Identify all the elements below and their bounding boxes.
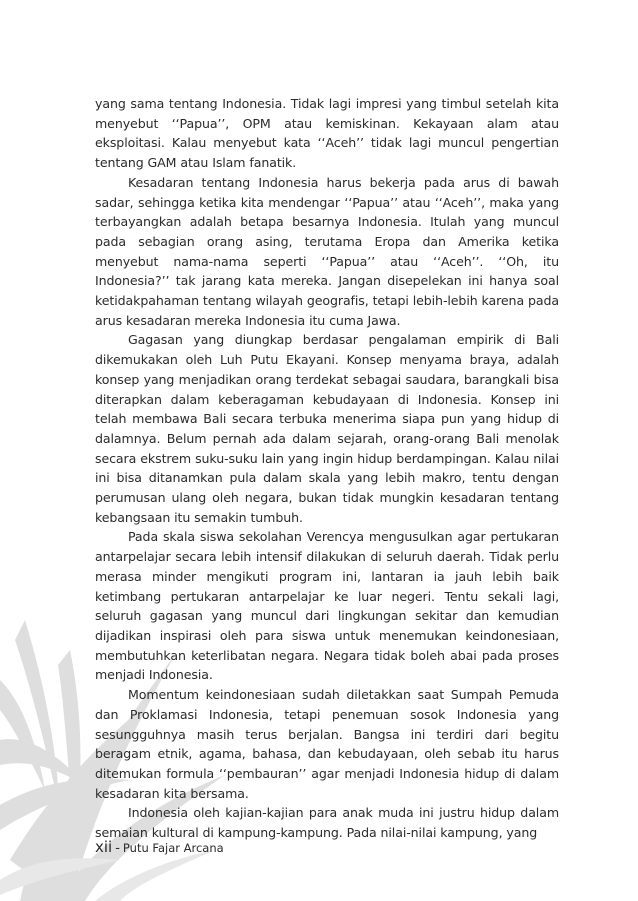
- footer-separator: -: [115, 841, 120, 856]
- page-number: xii: [95, 838, 113, 856]
- paragraph-4: Pada skala siswa sekolahan Verencya mengusulkan agar pertukaran antarpelajar secara lebih intensif dilakukan di seluruh daerah. Tidak perlu merasa minder mengikuti program ini, lantaran ia jauh lebih baik ketimbang pertukaran antarpelajar ke luar negeri. Tentu sekali lagi, seluruh gagasan yang muncul dari lingkungan sekitar dan kemudian dijadikan inspirasi oleh para siswa untuk menemukan keindonesiaan, membutuhkan keterlibatan negara. Negara tidak boleh abai pada proses menjadi Indonesia.: [95, 529, 559, 683]
- paragraph-6: Indonesia oleh kajian-kajian para anak muda ini justru hidup dalam semaian kultural di kampung-kampung. Pada nilai-nilai kampung, yang: [95, 805, 559, 841]
- paragraph-3: Gagasan yang diungkap berdasar pengalaman empirik di Bali dikemukakan oleh Luh Putu Ekayani. Konsep menyama braya, adalah konsep yang menjadikan orang terdekat sebagai saudara, barangkali bisa diterapkan dalam keberagaman kebudayaan di Indonesia. Konsep ini telah membawa Bali secara terbuka menerima siapa pun yang hidup di dalamnya. Belum pernah ada dalam sejarah, orang-orang Bali menolak secara ekstrem suku-suku lain yang ingin hidup berdampingan. Kalau nilai ini bisa ditanamkan pula dalam skala yang lebih makro, tentu dengan perumusan ulang oleh negara, bukan tidak mungkin kesadaran tentang kebangsaan itu semakin tumbuh.: [95, 332, 559, 525]
- footer-author: Putu Fajar Arcana: [122, 841, 224, 855]
- body-text: [95, 94, 559, 843]
- paragraph-1: yang sama tentang Indonesia. Tidak lagi impresi yang timbul setelah kita menyebut ‘‘Papua’’, OPM atau kemiskinan. Kekayaan alam atau eksploitasi. Kalau menyebut kata ‘‘Aceh’’ tidak lagi muncul pengertian tentang GAM atau Islam fanatik.: [95, 96, 559, 171]
- paragraph-2: Kesadaran tentang Indonesia harus bekerja pada arus di bawah sadar, sehingga ketika kita mendengar ‘‘Papua’’ atau ‘‘Aceh’’, maka yang terbayangkan adalah betapa besarnya Indonesia. Itulah yang muncul pada sebagian orang asing, terutama Eropa dan Amerika ketika menyebut nama-nama seperti ‘‘Papua’’ atau ‘‘Aceh’’. ‘‘Oh, itu Indonesia?’’ tak jarang kata mereka. Jangan disepelekan ini hanya soal ketidakpahaman tentang wilayah geografis, tetapi lebih-lebih karena pada arus kesadaran mereka Indonesia itu cuma Jawa.: [95, 174, 559, 328]
- paragraph-5: Momentum keindonesiaan sudah diletakkan saat Sumpah Pemuda dan Proklamasi Indonesia, tetapi penemuan sosok Indonesia yang sesungguhnya masih terus berjalan. Bangsa ini terdiri dari begitu beragam etnik, agama, bahasa, dan kebudayaan, oleh sebab itu harus ditemukan formula ‘‘pembauran’’ agar menjadi Indonesia hidup di dalam kesadaran kita bersama.: [95, 687, 559, 801]
- page-footer: [95, 838, 224, 856]
